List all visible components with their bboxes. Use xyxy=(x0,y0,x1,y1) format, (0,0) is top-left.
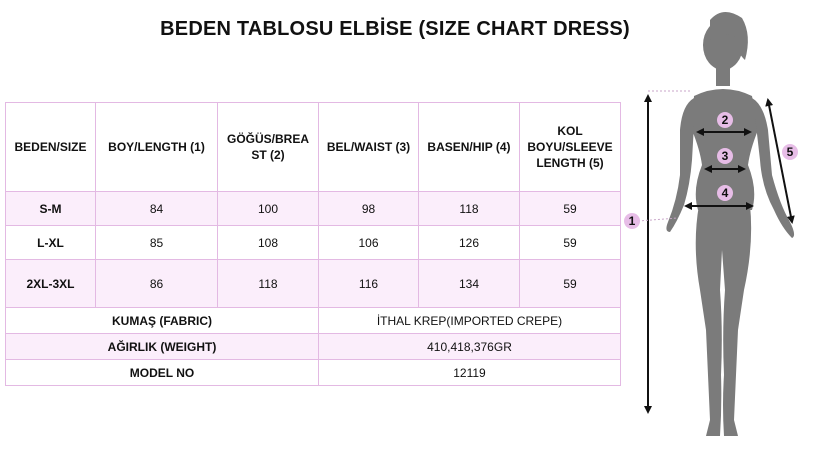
marker-3-label: 3 xyxy=(721,149,729,163)
cell-waist: 106 xyxy=(319,226,419,260)
page-title: BEDEN TABLOSU ELBİSE (SIZE CHART DRESS) xyxy=(160,18,630,40)
table-row xyxy=(6,226,621,260)
info-row-weight xyxy=(6,334,621,360)
info-row-fabric xyxy=(6,308,621,334)
body-silhouette xyxy=(666,12,794,436)
marker-5 xyxy=(782,144,798,160)
header-waist: BEL/WAIST (3) xyxy=(319,103,419,192)
table-row xyxy=(6,192,621,226)
model-value: 12119 xyxy=(319,360,621,386)
cell-hip: 126 xyxy=(419,226,520,260)
cell-sleeve: 59 xyxy=(520,192,621,226)
cell-breast: 108 xyxy=(218,226,319,260)
size-label: S-M xyxy=(6,192,96,226)
cell-breast: 100 xyxy=(218,192,319,226)
cell-breast: 118 xyxy=(218,260,319,308)
cell-sleeve: 59 xyxy=(520,226,621,260)
header-breast: GÖĞÜS/BREA ST (2) xyxy=(218,103,319,192)
cell-waist: 98 xyxy=(319,192,419,226)
size-label: L-XL xyxy=(6,226,96,260)
fabric-value: İTHAL KREP(IMPORTED CREPE) xyxy=(319,308,621,334)
table-row xyxy=(6,260,621,308)
header-size: BEDEN/SIZE xyxy=(6,103,96,192)
marker-4-label: 4 xyxy=(721,186,729,200)
cell-waist: 116 xyxy=(319,260,419,308)
marker-5-label: 5 xyxy=(786,145,794,159)
weight-label: AĞIRLIK (WEIGHT) xyxy=(6,334,319,360)
model-label: MODEL NO xyxy=(6,360,319,386)
size-chart-table xyxy=(5,102,621,386)
table-header-row xyxy=(6,103,621,192)
header-length: BOY/LENGTH (1) xyxy=(96,103,218,192)
fabric-label: KUMAŞ (FABRIC) xyxy=(6,308,319,334)
size-label: 2XL-3XL xyxy=(6,260,96,308)
cell-hip: 118 xyxy=(419,192,520,226)
header-sleeve: KOL BOYU/SLEEVE LENGTH (5) xyxy=(520,103,621,192)
cell-length: 86 xyxy=(96,260,218,308)
marker-2 xyxy=(717,112,733,128)
cell-sleeve: 59 xyxy=(520,260,621,308)
marker-4 xyxy=(717,185,733,201)
marker-2-label: 2 xyxy=(721,113,729,127)
marker-3 xyxy=(717,148,733,164)
cell-length: 85 xyxy=(96,226,218,260)
marker-1 xyxy=(624,213,640,229)
weight-value: 410,418,376GR xyxy=(319,334,621,360)
body-measurement-figure xyxy=(622,0,840,465)
cell-length: 84 xyxy=(96,192,218,226)
info-row-model xyxy=(6,360,621,386)
marker-1-label: 1 xyxy=(628,214,636,228)
cell-hip: 134 xyxy=(419,260,520,308)
header-hip: BASEN/HIP (4) xyxy=(419,103,520,192)
